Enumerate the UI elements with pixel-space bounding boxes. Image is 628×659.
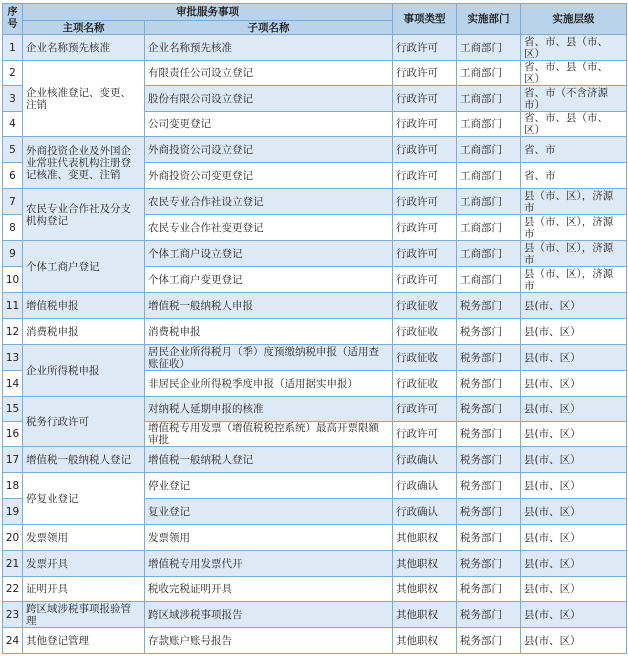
sub-item-name: 增值税专用发票代开 bbox=[145, 551, 393, 577]
implementing-dept: 税务部门 bbox=[457, 397, 521, 422]
implementation-level: 县(市、区） bbox=[521, 473, 627, 499]
row-number: 22 bbox=[3, 577, 23, 602]
item-type: 行政征收 bbox=[393, 293, 457, 319]
main-item-name: 个体工商户登记 bbox=[23, 241, 145, 293]
row-number: 1 bbox=[3, 35, 23, 61]
row-number: 13 bbox=[3, 345, 23, 371]
sub-item-name: 个体工商户设立登记 bbox=[145, 241, 393, 267]
main-item-name: 农民专业合作社及分支机构登记 bbox=[23, 189, 145, 241]
item-type: 行政确认 bbox=[393, 447, 457, 473]
header-service-items: 审批服务事项 bbox=[23, 4, 393, 21]
row-number: 16 bbox=[3, 422, 23, 447]
row-number: 20 bbox=[3, 525, 23, 551]
implementing-dept: 税务部门 bbox=[457, 628, 521, 654]
implementation-level: 县（市、区），济源市 bbox=[521, 189, 627, 215]
implementing-dept: 税务部门 bbox=[457, 473, 521, 499]
implementing-dept: 税务部门 bbox=[457, 422, 521, 447]
row-number: 4 bbox=[3, 112, 23, 137]
implementing-dept: 税务部门 bbox=[457, 447, 521, 473]
implementation-level: 县(市、区） bbox=[521, 499, 627, 525]
sub-item-name: 税收完税证明开具 bbox=[145, 577, 393, 602]
header-dept: 实施部门 bbox=[457, 4, 521, 35]
sub-item-name: 外商投资公司变更登记 bbox=[145, 163, 393, 189]
table-row bbox=[3, 35, 627, 61]
implementing-dept: 税务部门 bbox=[457, 525, 521, 551]
row-number: 3 bbox=[3, 86, 23, 112]
main-item-name: 税务行政许可 bbox=[23, 397, 145, 447]
header-main-item: 主项名称 bbox=[23, 21, 145, 35]
implementation-level: 县(市、区） bbox=[521, 293, 627, 319]
implementation-level: 县(市、区） bbox=[521, 602, 627, 628]
sub-item-name: 个体工商户变更登记 bbox=[145, 267, 393, 293]
implementation-level: 县(市、区） bbox=[521, 447, 627, 473]
implementation-level: 县(市、区） bbox=[521, 319, 627, 345]
row-number: 5 bbox=[3, 137, 23, 163]
row-number: 18 bbox=[3, 473, 23, 499]
service-items-table-container bbox=[2, 3, 626, 654]
header-type: 事项类型 bbox=[393, 4, 457, 35]
implementing-dept: 工商部门 bbox=[457, 112, 521, 137]
table-row bbox=[3, 525, 627, 551]
row-number: 19 bbox=[3, 499, 23, 525]
sub-item-name: 对纳税人延期申报的核准 bbox=[145, 397, 393, 422]
item-type: 行政许可 bbox=[393, 241, 457, 267]
item-type: 行政许可 bbox=[393, 163, 457, 189]
table-body bbox=[3, 35, 627, 654]
item-type: 行政征收 bbox=[393, 371, 457, 397]
implementation-level: 省、市（不含济源市） bbox=[521, 86, 627, 112]
sub-item-name: 存款账户账号报告 bbox=[145, 628, 393, 654]
main-item-name: 证明开具 bbox=[23, 577, 145, 602]
implementing-dept: 工商部门 bbox=[457, 163, 521, 189]
item-type: 行政许可 bbox=[393, 189, 457, 215]
table-row bbox=[3, 551, 627, 577]
main-item-name: 增值税一般纳税人登记 bbox=[23, 447, 145, 473]
main-item-name: 外商投资企业及外国企业常驻代表机构注册登记核准、变更、注销 bbox=[23, 137, 145, 189]
implementation-level: 省、市、县（市、区） bbox=[521, 112, 627, 137]
sub-item-name: 公司变更登记 bbox=[145, 112, 393, 137]
item-type: 行政征收 bbox=[393, 345, 457, 371]
main-item-name: 跨区域涉税事项报验管理 bbox=[23, 602, 145, 628]
sub-item-name: 有限责任公司设立登记 bbox=[145, 61, 393, 86]
implementation-level: 县（市、区），济源市 bbox=[521, 267, 627, 293]
implementing-dept: 税务部门 bbox=[457, 371, 521, 397]
implementing-dept: 工商部门 bbox=[457, 267, 521, 293]
sub-item-name: 跨区域涉税事项报告 bbox=[145, 602, 393, 628]
implementing-dept: 税务部门 bbox=[457, 345, 521, 371]
table-row bbox=[3, 473, 627, 499]
service-items-table bbox=[2, 3, 627, 654]
implementation-level: 县(市、区） bbox=[521, 628, 627, 654]
implementing-dept: 税务部门 bbox=[457, 293, 521, 319]
header-level: 实施层级 bbox=[521, 4, 627, 35]
implementing-dept: 工商部门 bbox=[457, 241, 521, 267]
row-number: 14 bbox=[3, 371, 23, 397]
main-item-name: 企业所得税申报 bbox=[23, 345, 145, 397]
implementing-dept: 工商部门 bbox=[457, 189, 521, 215]
row-number: 12 bbox=[3, 319, 23, 345]
sub-item-name: 居民企业所得税月（季）度预缴纳税申报（适用查账征收） bbox=[145, 345, 393, 371]
item-type: 其他职权 bbox=[393, 628, 457, 654]
sub-item-name: 停业登记 bbox=[145, 473, 393, 499]
implementation-level: 县(市、区） bbox=[521, 525, 627, 551]
table-row bbox=[3, 602, 627, 628]
implementing-dept: 工商部门 bbox=[457, 86, 521, 112]
sub-item-name: 农民专业合作社设立登记 bbox=[145, 189, 393, 215]
item-type: 行政征收 bbox=[393, 319, 457, 345]
row-number: 11 bbox=[3, 293, 23, 319]
implementation-level: 县(市、区） bbox=[521, 397, 627, 422]
table-row bbox=[3, 345, 627, 371]
item-type: 行政许可 bbox=[393, 215, 457, 241]
implementation-level: 省、市 bbox=[521, 163, 627, 189]
row-number: 15 bbox=[3, 397, 23, 422]
row-number: 23 bbox=[3, 602, 23, 628]
implementing-dept: 税务部门 bbox=[457, 551, 521, 577]
sub-item-name: 增值税一般纳税人申报 bbox=[145, 293, 393, 319]
sub-item-name: 增值税一般纳税人登记 bbox=[145, 447, 393, 473]
header-sub-item: 子项名称 bbox=[145, 21, 393, 35]
item-type: 行政许可 bbox=[393, 112, 457, 137]
table-row bbox=[3, 61, 627, 86]
implementing-dept: 税务部门 bbox=[457, 319, 521, 345]
item-type: 行政许可 bbox=[393, 267, 457, 293]
item-type: 其他职权 bbox=[393, 551, 457, 577]
table-row bbox=[3, 137, 627, 163]
item-type: 行政许可 bbox=[393, 86, 457, 112]
implementation-level: 省、市、县（市、区） bbox=[521, 61, 627, 86]
implementing-dept: 工商部门 bbox=[457, 61, 521, 86]
item-type: 行政许可 bbox=[393, 61, 457, 86]
implementing-dept: 工商部门 bbox=[457, 137, 521, 163]
item-type: 行政确认 bbox=[393, 499, 457, 525]
item-type: 行政许可 bbox=[393, 422, 457, 447]
main-item-name: 增值税申报 bbox=[23, 293, 145, 319]
main-item-name: 消费税申报 bbox=[23, 319, 145, 345]
sub-item-name: 企业名称预先核准 bbox=[145, 35, 393, 61]
table-row bbox=[3, 447, 627, 473]
row-number: 10 bbox=[3, 267, 23, 293]
sub-item-name: 非居民企业所得税季度申报（适用据实申报） bbox=[145, 371, 393, 397]
sub-item-name: 发票领用 bbox=[145, 525, 393, 551]
implementation-level: 县（市、区），济源市 bbox=[521, 241, 627, 267]
implementation-level: 县(市、区） bbox=[521, 551, 627, 577]
row-number: 9 bbox=[3, 241, 23, 267]
implementation-level: 县(市、区） bbox=[521, 371, 627, 397]
main-item-name: 发票领用 bbox=[23, 525, 145, 551]
header-seq: 序号 bbox=[3, 4, 23, 35]
implementation-level: 县(市、区） bbox=[521, 345, 627, 371]
sub-item-name: 增值税专用发票（增值税税控系统）最高开票限额审批 bbox=[145, 422, 393, 447]
row-number: 2 bbox=[3, 61, 23, 86]
sub-item-name: 消费税申报 bbox=[145, 319, 393, 345]
item-type: 其他职权 bbox=[393, 602, 457, 628]
implementing-dept: 工商部门 bbox=[457, 215, 521, 241]
implementing-dept: 税务部门 bbox=[457, 577, 521, 602]
implementation-level: 省、市 bbox=[521, 137, 627, 163]
sub-item-name: 外商投资公司设立登记 bbox=[145, 137, 393, 163]
table-row bbox=[3, 319, 627, 345]
row-number: 24 bbox=[3, 628, 23, 654]
row-number: 8 bbox=[3, 215, 23, 241]
sub-item-name: 股份有限公司设立登记 bbox=[145, 86, 393, 112]
row-number: 6 bbox=[3, 163, 23, 189]
table-row bbox=[3, 577, 627, 602]
implementation-level: 省、市、县（市、区） bbox=[521, 35, 627, 61]
implementing-dept: 工商部门 bbox=[457, 35, 521, 61]
row-number: 7 bbox=[3, 189, 23, 215]
row-number: 21 bbox=[3, 551, 23, 577]
main-item-name: 发票开具 bbox=[23, 551, 145, 577]
table-row bbox=[3, 293, 627, 319]
implementing-dept: 税务部门 bbox=[457, 499, 521, 525]
row-number: 17 bbox=[3, 447, 23, 473]
implementation-level: 县(市、区） bbox=[521, 577, 627, 602]
main-item-name: 停复业登记 bbox=[23, 473, 145, 525]
main-item-name: 企业核准登记、变更、注销 bbox=[23, 61, 145, 137]
table-row bbox=[3, 241, 627, 267]
implementation-level: 县（市、区），济源市 bbox=[521, 215, 627, 241]
item-type: 其他职权 bbox=[393, 525, 457, 551]
implementation-level: 县(市、区） bbox=[521, 422, 627, 447]
main-item-name: 其他登记管理 bbox=[23, 628, 145, 654]
main-item-name: 企业名称预先核准 bbox=[23, 35, 145, 61]
implementing-dept: 税务部门 bbox=[457, 602, 521, 628]
item-type: 行政许可 bbox=[393, 137, 457, 163]
item-type: 行政许可 bbox=[393, 35, 457, 61]
table-row bbox=[3, 628, 627, 654]
item-type: 其他职权 bbox=[393, 577, 457, 602]
table-row bbox=[3, 397, 627, 422]
item-type: 行政许可 bbox=[393, 397, 457, 422]
item-type: 行政确认 bbox=[393, 473, 457, 499]
table-row bbox=[3, 189, 627, 215]
sub-item-name: 复业登记 bbox=[145, 499, 393, 525]
sub-item-name: 农民专业合作社变更登记 bbox=[145, 215, 393, 241]
